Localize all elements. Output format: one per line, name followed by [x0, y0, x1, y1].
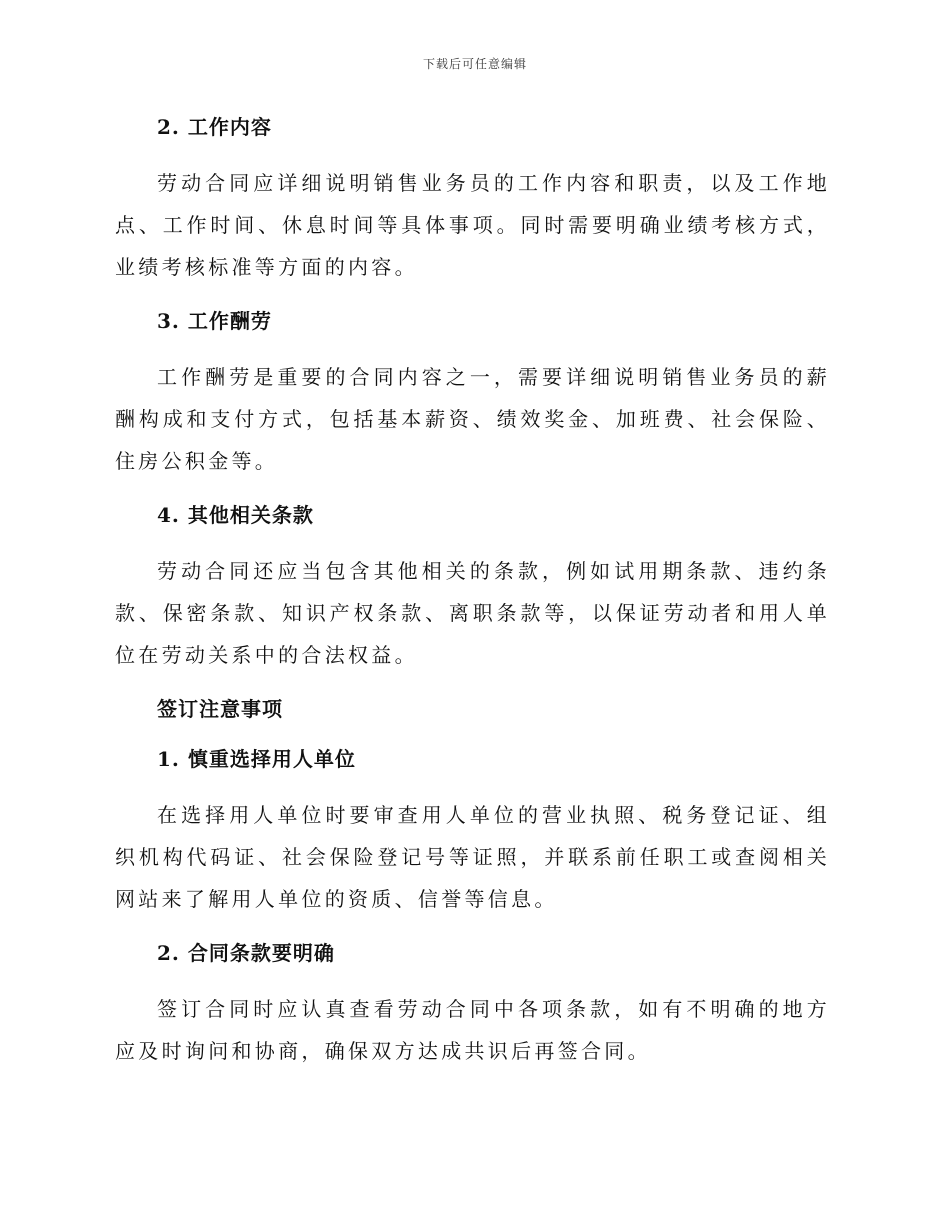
section-paragraph: 劳动合同还应当包含其他相关的条款，例如试用期条款、违约条款、保密条款、知识产权条款、离职条款等，以保证劳动者和用人单位在劳动关系中的合法权益。 [115, 559, 830, 667]
page-header: 下载后可任意编辑 [422, 57, 527, 71]
section-other-clauses [115, 500, 830, 676]
section-remuneration [115, 306, 830, 482]
section-paragraph: 劳动合同应详细说明销售业务员的工作内容和职责，以及工作地点、工作时间、休息时间等具体事项。同时需要明确业绩考核方式，业绩考核标准等方面的内容。 [115, 171, 830, 279]
section-signing-notes [115, 694, 830, 724]
section-heading: 4. 其他相关条款 [157, 503, 314, 527]
section-choose-employer [115, 744, 830, 920]
section-heading: 3. 工作酬劳 [157, 309, 272, 333]
section-heading: 1. 慎重选择用人单位 [157, 747, 356, 771]
document-body [115, 112, 830, 1090]
section-paragraph: 在选择用人单位时要审查用人单位的营业执照、税务登记证、组织机构代码证、社会保险登记号等证照，并联系前任职工或查阅相关网站来了解用人单位的资质、信誉等信息。 [115, 803, 830, 911]
section-heading: 签订注意事项 [157, 697, 283, 721]
section-paragraph: 签订合同时应认真查看劳动合同中各项条款，如有不明确的地方应及时询问和协商，确保双方达成共识后再签合同。 [115, 997, 830, 1063]
section-work-content [115, 112, 830, 288]
section-paragraph: 工作酬劳是重要的合同内容之一，需要详细说明销售业务员的薪酬构成和支付方式，包括基本薪资、绩效奖金、加班费、社会保险、住房公积金等。 [115, 365, 830, 473]
section-clear-terms [115, 938, 830, 1072]
section-heading: 2. 工作内容 [157, 115, 272, 139]
section-heading: 2. 合同条款要明确 [157, 941, 335, 965]
